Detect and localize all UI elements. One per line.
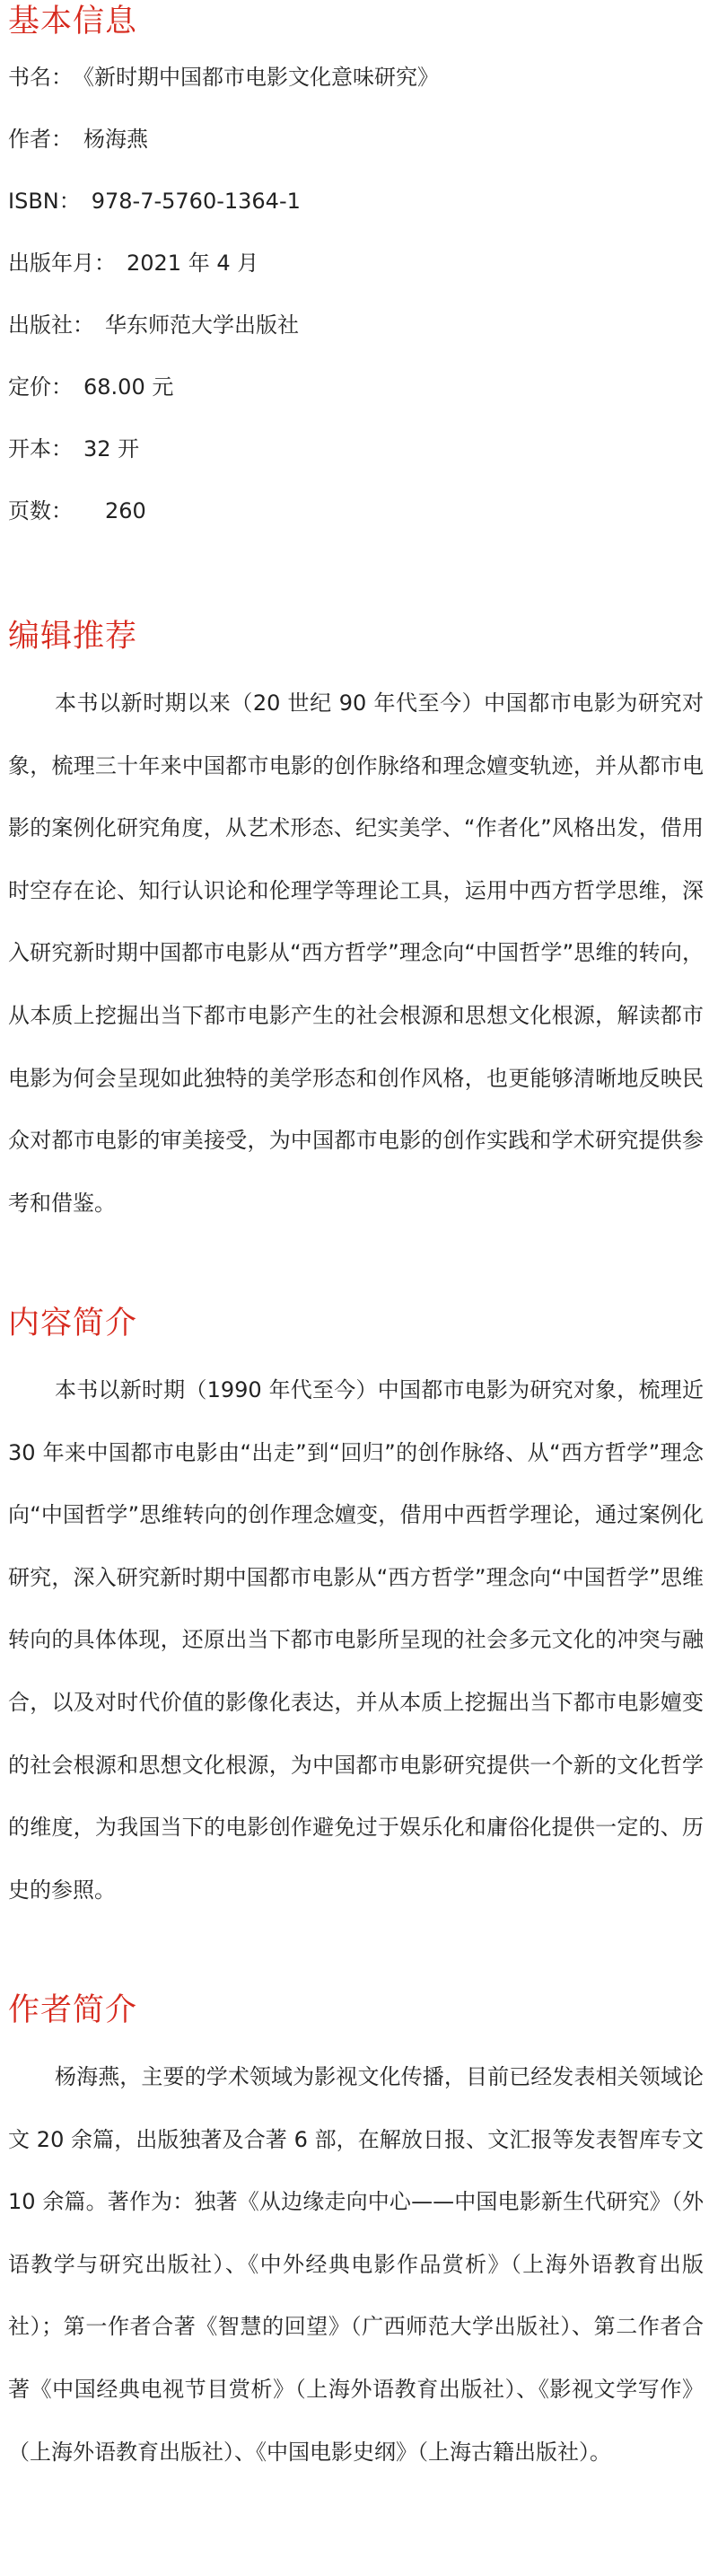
info-row-title	[8, 62, 439, 92]
info-spacer	[105, 251, 127, 276]
info-value: 260	[105, 498, 146, 523]
info-row-isbn	[8, 186, 301, 216]
info-spacer	[62, 127, 83, 152]
info-value: 978-7-5760-1364-1	[91, 189, 301, 214]
info-row-format	[8, 434, 139, 464]
info-value: 《新时期中国都市电影文化意味研究》	[83, 65, 439, 90]
info-value: 杨海燕	[83, 127, 148, 152]
info-label: 定价：	[8, 374, 62, 400]
basic-info-heading: 基本信息	[8, 4, 138, 40]
info-row-pages	[8, 496, 146, 526]
info-spacer	[62, 374, 83, 400]
editor-recommend-text: 本书以新时期以来（20 世纪 90 年代至今）中国都市电影为研究对象，梳理三十年来中国都市电影的创作脉络和理念嬗变轨迹，并从都市电影的案例化研究角度，从艺术形态、纪实美学、“作者化”风格出发，借用时空存在论、知行认识论和伦理学等理论工具，运用中西方哲学思维，深入研究新时期中国都市电影从“西方哲学”理念向“中国哲学”思维的转向，从本质上挖掘出当下都市电影产生的社会根源和思想文化根源，解读都市电影为何会呈现如此独特的美学形态和创作风格，也更能够清晰地反映民众对都市电影的审美接受，为中国都市电影的创作实践和学术研究提供参考和借鉴。	[8, 690, 704, 1216]
info-label: 出版社：	[8, 312, 83, 338]
info-label: 出版年月：	[8, 251, 105, 276]
editor-recommend-heading: 编辑推荐	[8, 619, 138, 655]
info-row-author	[8, 124, 148, 154]
info-label: ISBN：	[8, 189, 70, 214]
info-row-price	[8, 372, 173, 402]
info-spacer	[83, 312, 105, 338]
info-spacer	[62, 65, 83, 90]
info-value: 2021 年 4 月	[127, 251, 259, 276]
info-spacer	[62, 436, 83, 462]
info-value: 华东师范大学出版社	[105, 312, 299, 338]
author-intro-heading: 作者简介	[8, 1992, 138, 2028]
info-value: 68.00 元	[83, 374, 174, 400]
info-label: 作者：	[8, 127, 62, 152]
info-row-publish-date	[8, 248, 258, 278]
info-label: 页数：	[8, 498, 62, 523]
info-label: 书名：	[8, 65, 62, 90]
author-intro-text: 杨海燕，主要的学术领域为影视文化传播，目前已经发表相关领域论文 20 余篇，出版独著及合著 6 部，在解放日报、文汇报等发表智库专文 10 余篇。著作为：独著《从边缘走向中心——中国电影新生代研究》（外语教学与研究出版社）、《中外经典电影作品赏析》（上海外语教育出版社）；第一作者合著《智慧的回望》（广西师范大学出版社）、第二作者合著《中国经典电视节目赏析》（上海外语教育出版社）、《影视文学写作》（上海外语教育出版社）、《中国电影史纲》（上海古籍出版社）。	[8, 2064, 704, 2465]
content-intro-heading: 内容简介	[8, 1306, 138, 1341]
info-spacer	[62, 498, 105, 523]
info-spacer	[70, 189, 92, 214]
info-value: 32 开	[83, 436, 140, 462]
info-label: 开本：	[8, 436, 62, 462]
info-row-publisher	[8, 310, 299, 340]
content-intro-text: 本书以新时期（1990 年代至今）中国都市电影为研究对象，梳理近 30 年来中国都市电影由“出走”到“回归”的创作脉络、从“西方哲学”理念向“中国哲学”思维转向的创作理念嬗变，借用中西哲学理论，通过案例化研究，深入研究新时期中国都市电影从“西方哲学”理念向“中国哲学”思维转向的具体体现，还原出当下都市电影所呈现的社会多元文化的冲突与融合，以及对时代价值的影像化表达，并从本质上挖掘出当下都市电影嬗变的社会根源和思想文化根源，为中国都市电影研究提供一个新的文化哲学的维度，为我国当下的电影创作避免过于娱乐化和庸俗化提供一定的、历史的参照。	[8, 1377, 704, 1903]
